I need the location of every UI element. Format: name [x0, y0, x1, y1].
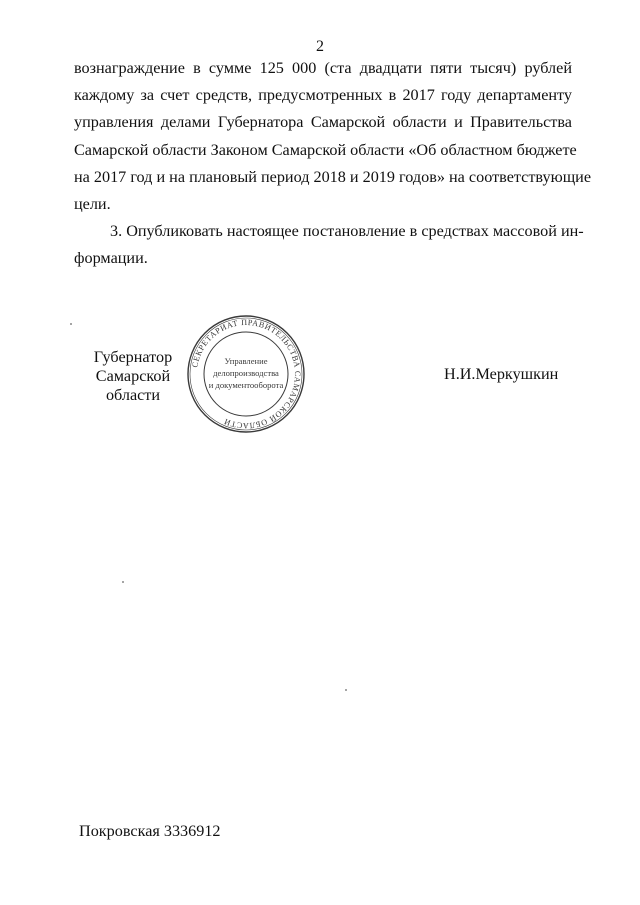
scan-speck: [345, 689, 347, 691]
stamp-inner-line: Управление: [224, 356, 268, 366]
official-stamp: [184, 312, 308, 436]
text-line: формации.: [74, 249, 148, 268]
text-line: управления делами Губернатора Самарской области и Правительства: [74, 113, 572, 132]
scan-speck: [70, 323, 72, 325]
page-number: 2: [316, 38, 324, 55]
stamp-inner-line: и документооборота: [208, 380, 284, 390]
text-line: на 2017 год и на плановый период 2018 и 2019 годов» на соответствующие: [74, 167, 592, 186]
position-title: Губернатор: [93, 348, 173, 366]
signatory-name: Н.И.Меркушкин: [444, 365, 559, 383]
scan-speck: [122, 581, 124, 583]
executor-note: Покровская 3336912: [79, 822, 221, 840]
stamp-inner-line: делопроизводства: [213, 368, 279, 378]
stamp-outer-text: СЕКРЕТАРИАТ ПРАВИТЕЛЬСТВА САМАРСКОЙ ОБЛАСТИ: [190, 317, 303, 431]
paragraph-publish: [74, 218, 584, 272]
text-line: 3. Опубликовать настоящее постановление в средствах массовой ин-: [110, 222, 584, 241]
paragraph-award: [74, 55, 592, 218]
text-line: цели.: [74, 194, 111, 213]
text-line: Самарской области Законом Самарской области «Об областном бюджете: [74, 140, 577, 159]
document-body: [74, 55, 592, 273]
position-region: Самарской области: [95, 367, 171, 404]
signatory-position: [72, 348, 194, 405]
text-line: каждому за счет средств, предусмотренных в 2017 году департаменту: [74, 86, 572, 105]
text-line: вознаграждение в сумме 125 000 (ста двадцати пяти тысяч) рублей: [74, 59, 572, 77]
